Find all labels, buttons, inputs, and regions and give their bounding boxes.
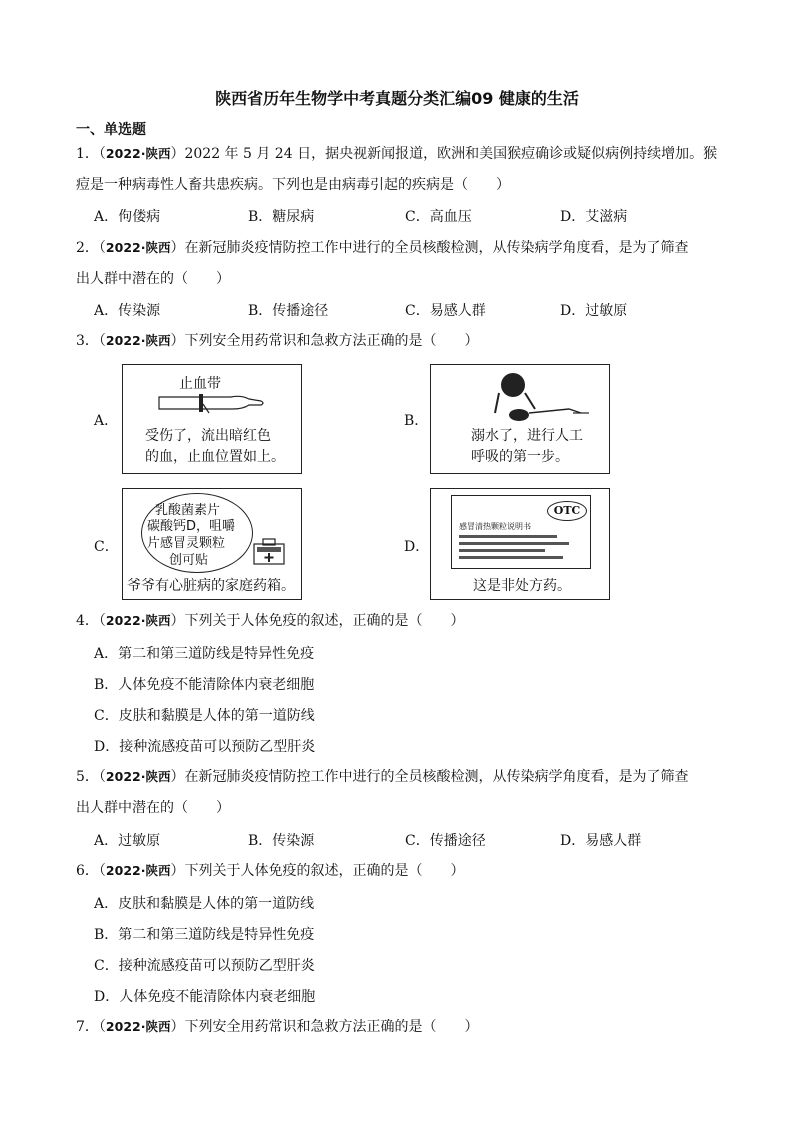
rescue-breathing-icon: [489, 369, 589, 423]
question-source: 2022·陕西: [105, 333, 171, 348]
option-b[interactable]: B．传播途径: [248, 303, 329, 319]
question-source: 2022·陕西: [105, 1019, 171, 1034]
leaflet-text-line: [459, 549, 545, 552]
option-a-label[interactable]: A．: [94, 413, 119, 429]
option-b[interactable]: B．第二和第三道防线是特异性免疫: [94, 927, 315, 943]
option-b-label[interactable]: B．: [404, 413, 429, 429]
figure-d-otc-leaflet[interactable]: [430, 488, 610, 600]
figure-a-title: 止血带: [179, 376, 221, 392]
figure-b-caption-line2: 呼吸的第一步。: [471, 449, 569, 465]
medicine-item: 创可贴: [169, 553, 209, 568]
question-3: [76, 325, 728, 357]
question-4: [76, 605, 728, 637]
question-7: [76, 1011, 728, 1043]
question-3-stem: 3．（2022·陕西）下列安全用药常识和急救方法正确的是（ ）: [76, 333, 479, 349]
option-a[interactable]: A．传染源: [94, 303, 161, 319]
first-aid-kit-icon: [253, 537, 287, 567]
question-1-options: [94, 206, 734, 230]
question-1: [76, 138, 728, 201]
question-2: [76, 232, 728, 295]
option-d[interactable]: D．易感人群: [560, 833, 642, 849]
leaflet-text-line: [459, 542, 569, 545]
option-c[interactable]: C．易感人群: [405, 303, 486, 319]
question-2-stem-line2: 出人群中潜在的（ ）: [76, 271, 230, 287]
medicine-item: 乳酸菌素片: [155, 503, 221, 518]
option-a[interactable]: A．佝偻病: [94, 209, 161, 225]
figure-c-medicine-kit[interactable]: [122, 488, 302, 600]
option-c[interactable]: C．皮肤和黏膜是人体的第一道防线: [94, 708, 315, 724]
question-2-stem-line1: 2．（2022·陕西）在新冠肺炎疫情防控工作中进行的全员核酸检测，从传染病学角度看，是为了筛查: [76, 240, 689, 256]
figure-b-caption-line1: 溺水了，进行人工: [471, 428, 583, 444]
question-5-options: [94, 830, 734, 854]
leaflet-heading: 感冒清热颗粒说明书: [459, 522, 531, 531]
question-source: 2022·陕西: [105, 769, 171, 784]
question-5: [76, 761, 728, 824]
medicine-item: 片感冒灵颗粒: [147, 536, 226, 551]
figure-b-rescue-breathing[interactable]: [430, 364, 610, 474]
option-d[interactable]: D．人体免疫不能清除体内衰老细胞: [94, 989, 316, 1005]
arm-with-tourniquet-icon: [157, 391, 267, 415]
medicine-item: 碳酸钙D，咀嚼: [147, 519, 236, 534]
option-b[interactable]: B．人体免疫不能清除体内衰老细胞: [94, 677, 315, 693]
question-source: 2022·陕西: [105, 863, 171, 878]
option-b[interactable]: B．糖尿病: [248, 209, 315, 225]
otc-badge: OTC: [547, 501, 587, 521]
figure-a-tourniquet[interactable]: [122, 364, 302, 474]
section-heading: 一、单选题: [76, 122, 146, 138]
option-c[interactable]: C．高血压: [405, 209, 472, 225]
question-5-stem-line1: 5．（2022·陕西）在新冠肺炎疫情防控工作中进行的全员核酸检测，从传染病学角度看，是为了筛查: [76, 769, 689, 785]
option-c[interactable]: C．接种流感疫苗可以预防乙型肝炎: [94, 958, 315, 974]
option-c[interactable]: C．传播途径: [405, 833, 486, 849]
option-b[interactable]: B．传染源: [248, 833, 315, 849]
figure-a-caption-line1: 受伤了，流出暗红色: [145, 428, 271, 444]
question-6: [76, 855, 728, 887]
page-title: 陕西省历年生物学中考真题分类汇编09 健康的生活: [215, 89, 579, 108]
option-d-label[interactable]: D．: [404, 539, 430, 555]
question-4-stem: 4．（2022·陕西）下列关于人体免疫的叙述，正确的是（ ）: [76, 613, 465, 629]
question-1-stem-line1: 1．（2022·陕西）2022 年 5 月 24 日，据央视新闻报道，欧洲和美国猴痘确诊或疑似病例持续增加。猴: [76, 146, 718, 162]
question-7-stem: 7．（2022·陕西）下列安全用药常识和急救方法正确的是（ ）: [76, 1019, 479, 1035]
question-2-options: [94, 300, 734, 324]
option-a[interactable]: A．皮肤和黏膜是人体的第一道防线: [94, 896, 315, 912]
option-d[interactable]: D．过敏原: [560, 303, 628, 319]
question-6-stem: 6．（2022·陕西）下列关于人体免疫的叙述，正确的是（ ）: [76, 863, 465, 879]
question-5-stem-line2: 出人群中潜在的（ ）: [76, 800, 230, 816]
question-source: 2022·陕西: [105, 613, 171, 628]
leaflet-text-line: [459, 556, 563, 559]
option-d[interactable]: D．艾滋病: [560, 209, 628, 225]
option-a[interactable]: A．第二和第三道防线是特异性免疫: [94, 646, 315, 662]
option-d[interactable]: D．接种流感疫苗可以预防乙型肝炎: [94, 739, 316, 755]
question-source: 2022·陕西: [105, 240, 171, 255]
option-c-label[interactable]: C．: [94, 539, 119, 555]
option-a[interactable]: A．过敏原: [94, 833, 161, 849]
figure-d-caption: 这是非处方药。: [473, 578, 571, 594]
leaflet-text-line: [459, 535, 557, 538]
question-source: 2022·陕西: [105, 146, 171, 161]
figure-a-caption-line2: 的血，止血位置如上。: [145, 449, 285, 465]
figure-c-caption: 爷爷有心脏病的家庭药箱。: [127, 578, 295, 594]
question-1-stem-line2: 痘是一种病毒性人畜共患疾病。下列也是由病毒引起的疾病是（ ）: [76, 177, 510, 193]
